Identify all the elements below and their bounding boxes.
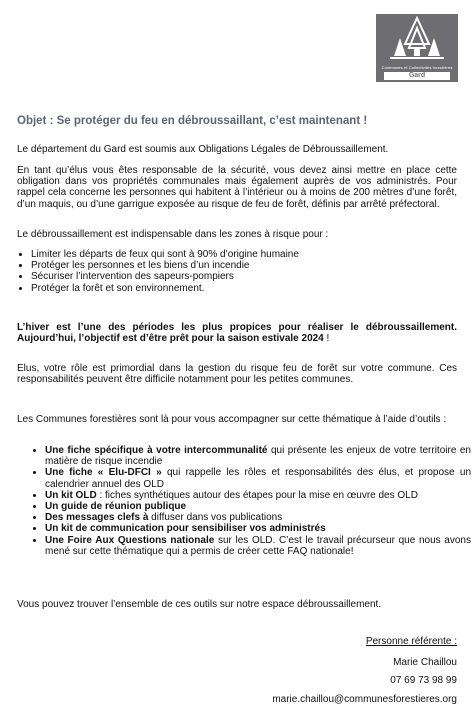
logo-text: Communes et Collectivités forestières [381, 65, 453, 70]
subject-line: Objet : Se protéger du feu en débroussaillant, c’est maintenant ! [17, 115, 368, 127]
paragraph-resources: Vous pouvez trouver l’ensemble de ces outils sur notre espace débroussaillement. [17, 599, 382, 610]
paragraph-role: Elus, votre rôle est primordial dans la gestion du risque feu de forêt sur votre commune. Ces responsabilités peuvent être difficile notamment pour les petites communes. [17, 363, 457, 386]
logo [376, 14, 458, 82]
list-item: • Une Foire Aux Questions nationale sur les OLD. C’est le travail précurseur que nous avons mené sur cette thématique qui a permis de créer cette FAQ nationale! [45, 535, 471, 557]
list-item: • Une fiche « Elu-DFCI » qui rappelle les rôles et responsabilités des élus, et propose un calendrier annuel des OLD [45, 467, 471, 489]
list-item: • Une fiche spécifique à votre intercommunalité qui présente les enjeux de votre territoire en matière de risque incendie [45, 445, 471, 467]
contact-title: Personne référente : [365, 636, 457, 647]
list-item: • Un guide de réunion publique [45, 501, 471, 512]
paragraph-zones: Le débroussaillement est indispensable dans les zones à risque pour : [17, 229, 329, 240]
contact-name: Marie Chaillou [393, 657, 457, 668]
winter-tail: ! [323, 333, 330, 345]
list-item: • Protéger la forêt et son environnement. [31, 283, 457, 294]
tree-church-icon [376, 14, 458, 66]
risk-list [17, 249, 457, 294]
list-item: • Un kit de communication pour sensibiliser vos administrés [45, 523, 471, 534]
list-item: • Protéger les personnes et les biens d’un incendie [31, 260, 457, 271]
paragraph-tools: Les Communes forestières sont là pour vous accompagner sur cette thématique à l’aide d’outils : [17, 414, 447, 425]
tools-list [31, 445, 471, 557]
logo-department: Gard [384, 72, 450, 80]
contact-email[interactable]: marie.chaillou@communesforestieres.org [272, 694, 457, 705]
paragraph-obligation: En tant qu’élus vous êtes responsable de la sécurité, vous devez ainsi mettre en place cette obligation dans vos propriétés communales mais également auprès de vos administrés. Pour rappel cela concerne les personnes qui habitent à l’intérieur ou à moins de 200 mètres d’une forêt, d’un maquis, ou d’une garrigue exposée au risque de feu de forêt, définis par arrêté préfectoral. [17, 165, 457, 210]
contact-phone: 07 69 73 98 99 [390, 675, 457, 686]
paragraph-intro: Le département du Gard est soumis aux Obligations Légales de Débroussaillement. [17, 144, 389, 155]
list-item: • Des messages clefs à diffuser dans vos publications [45, 512, 471, 523]
list-item: • Sécuriser l’intervention des sapeurs-pompiers [31, 271, 457, 282]
list-item: • Un kit OLD : fiches synthétiques autour des étapes pour la mise en œuvre des OLD [45, 490, 471, 501]
winter-bold: L’hiver est l’une des périodes les plus propices pour réaliser le débroussaillement. Aujourd’hui, l’objectif est d’être prêt pour la saison estivale 2024 [17, 322, 457, 345]
list-item: • Limiter les départs de feux qui sont à 90% d’origine humaine [31, 249, 457, 260]
paragraph-winter [17, 322, 457, 344]
